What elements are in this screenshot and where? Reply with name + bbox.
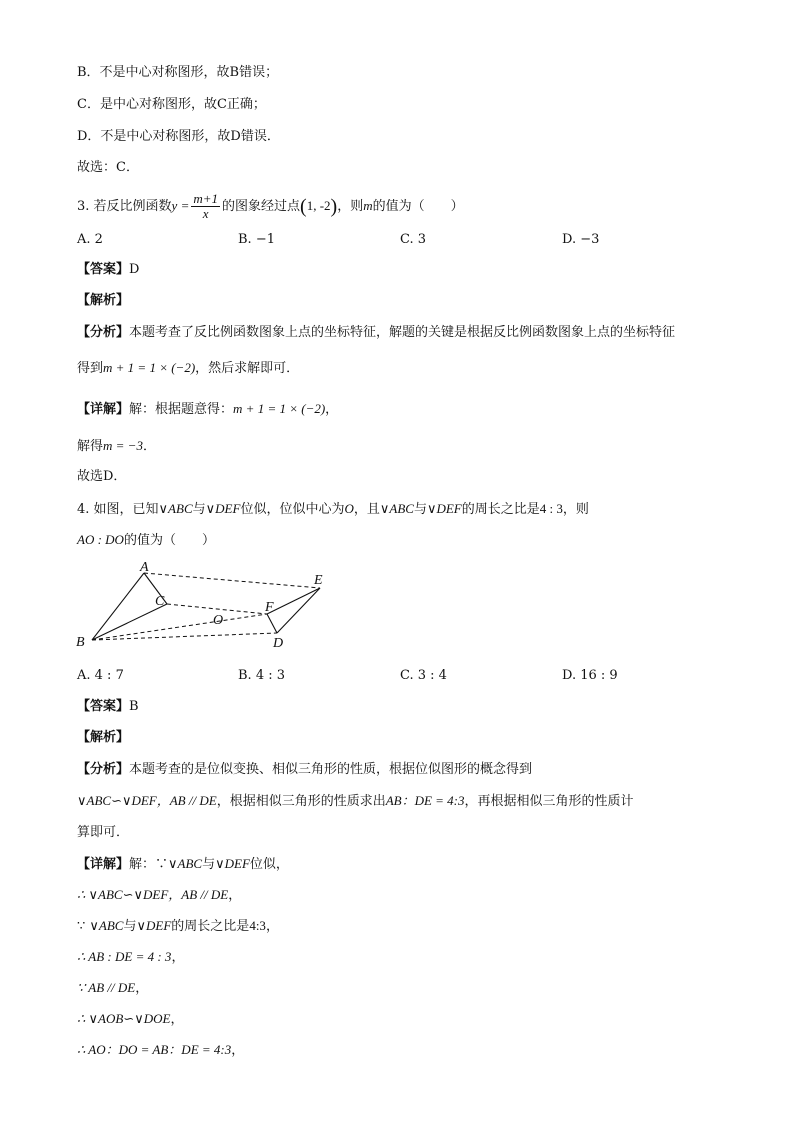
q3-choose: 故选D．: [77, 469, 127, 484]
q4-option-b: B. 4 : 3: [238, 668, 286, 683]
q4-step2-b: ∨ABC: [89, 918, 124, 933]
q3-solve: [77, 437, 156, 456]
q3-fenxi-label: 【分析】: [77, 325, 130, 340]
q3-answer: [77, 261, 139, 279]
fig-label-e: E: [314, 573, 323, 588]
q4-fenxi-text: 本题考查的是位似变换、相似三角形的性质，根据位似图形的概念得到: [129, 762, 533, 777]
fig-seg-ed: [277, 588, 320, 633]
q3-fenxi: [77, 324, 675, 342]
q4-detail-c: 与: [202, 857, 216, 872]
q3-fenxi-eq: m + 1 = 1 × (−2): [103, 360, 196, 375]
q4-detail-b: ∨ABC: [168, 856, 203, 871]
q4-fenxi-line3: 算即可．: [77, 825, 130, 840]
fig-seg-ef: [267, 588, 320, 614]
q4-step5: [77, 1010, 183, 1029]
fig-label-d: D: [273, 636, 284, 651]
q4-fenxi-label: 【分析】: [77, 762, 130, 777]
q3-fenxi-line2-suffix: ，然后求解即可．: [195, 361, 300, 376]
fig-dash-bd: [92, 633, 277, 640]
q3-var-m: m: [363, 198, 373, 213]
q4-yu: 与: [192, 502, 206, 517]
q4-def-2: ∨DEF: [426, 501, 462, 516]
fig-seg-fd: [267, 614, 277, 633]
q4-ratio: 4 : 3: [539, 501, 563, 516]
q4-line2-expr: AO : DO: [77, 532, 124, 547]
q4-step6: [77, 1041, 244, 1060]
q3-stem-then: ，则: [337, 199, 364, 214]
q4-answer: [77, 698, 139, 716]
q4-option-c: C. 3 : 4: [400, 668, 447, 683]
fig-seg-ab: [92, 573, 144, 640]
q4-step1-a: ∴ ∨ABC∽∨DEF，AB // DE: [77, 887, 229, 902]
q4-detail: [77, 855, 289, 874]
q4-fenxi-l2-b: ，根据相似三角形的性质求出: [216, 794, 386, 809]
q4-abc-2: ∨ABC: [379, 501, 414, 516]
q4-fenxi-l2-d: ，再根据相似三角形的性质计: [464, 794, 634, 809]
q4-step2-g: ，: [265, 919, 279, 934]
q4-step5-b: ，: [170, 1012, 184, 1027]
q4-step1: [77, 886, 241, 905]
q4-step3-b: ，: [171, 950, 185, 965]
fig-dash-ae: [144, 573, 320, 588]
q4-detail-a: 解：∵: [129, 857, 169, 872]
q3-paren-left: (: [300, 195, 307, 218]
q4-detail-e: 位似，: [249, 857, 289, 872]
prev-answer-c: C．是中心对称图形，故C正确；: [77, 97, 266, 112]
q4-analysis-label: 【解析】: [77, 730, 130, 745]
q4-detail-label: 【详解】: [77, 857, 130, 872]
q4-answer-value: B: [129, 699, 139, 714]
q4-fenxi-l2-a: ∨ABC∽∨DEF，AB // DE: [77, 793, 217, 808]
q4-option-a: A. 4 : 7: [77, 668, 124, 683]
q3-stem-mid: 的图象经过点: [222, 199, 301, 214]
q3-detail-text: 解：根据题意得：: [129, 402, 234, 417]
q4-step2-c: 与: [123, 919, 137, 934]
q3-option-d: D. −3: [562, 232, 600, 247]
q4-yu-2: 与: [413, 502, 427, 517]
q4-step2-d: ∨DEF: [136, 918, 172, 933]
fig-label-o: O: [213, 613, 224, 628]
q3-detail-comma: ，: [325, 402, 339, 417]
q3-option-c: C. 3: [400, 232, 427, 247]
q4-step1-b: ，: [228, 888, 242, 903]
q4-line1-d: 的周长之比是: [461, 502, 540, 517]
q3-numerator: m+1: [193, 191, 219, 206]
q3-solve-prefix: 解得: [77, 439, 104, 454]
q3-solve-suffix: ．: [142, 439, 156, 454]
q4-option-d: D. 16 : 9: [562, 668, 618, 683]
q3-denominator: x: [202, 206, 209, 221]
q4-line1-b: 位似，位似中心为: [240, 502, 345, 517]
q4-figure: [70, 560, 340, 655]
q4-detail-d: ∨DEF: [215, 856, 250, 871]
q4-step2-a: ∵: [77, 919, 90, 934]
q3-stem-suffix: 的值为（ ）: [372, 199, 464, 214]
q4-step2: [77, 917, 279, 936]
fig-label-f: F: [265, 600, 274, 615]
q4-stem-line1: [77, 500, 589, 519]
q3-fenxi-line2: [77, 359, 299, 378]
q3-detail-label: 【详解】: [77, 402, 130, 417]
fig-label-a: A: [140, 560, 149, 575]
q4-step4: [77, 979, 148, 998]
q3-option-a: A. 2: [77, 232, 103, 247]
q4-center-o: O: [344, 501, 354, 516]
q4-def: ∨DEF: [205, 501, 241, 516]
q3-paren-right: ): [330, 195, 338, 218]
q3-y-eq: y =: [171, 198, 190, 213]
q4-stem-line2: [77, 531, 215, 550]
q3-stem: [77, 192, 464, 221]
q4-step2-e: 的周长之比是: [171, 919, 250, 934]
q3-point: 1, -2: [306, 198, 331, 213]
q4-fenxi: [77, 761, 532, 779]
q3-fenxi-line2-prefix: 得到: [77, 361, 104, 376]
q4-step3: [77, 948, 184, 967]
q4-fenxi-line2: [77, 792, 634, 811]
q3-stem-prefix: 3. 若反比例函数: [77, 199, 172, 214]
q4-step3-a: ∴ AB : DE = 4 : 3: [77, 949, 172, 964]
q3-option-b: B. −1: [238, 232, 275, 247]
prev-answer-b: B．不是中心对称图形，故B错误；: [77, 65, 279, 80]
q4-abc: ∨ABC: [158, 501, 193, 516]
q4-line1-a: 4. 如图，已知: [77, 502, 159, 517]
q4-step6-b: ，: [231, 1043, 245, 1058]
q4-line1-c: ，且: [353, 502, 380, 517]
q3-detail-eq: m + 1 = 1 × (−2): [233, 401, 326, 416]
fig-label-b: B: [76, 635, 85, 650]
q3-answer-value: D: [129, 262, 140, 277]
fig-label-c: C: [155, 594, 165, 609]
q4-step6-a: ∴ AO：DO = AB：DE = 4:3: [77, 1042, 232, 1057]
q4-line1-e: ，则: [562, 502, 589, 517]
q3-detail: [77, 400, 338, 419]
q4-step2-f: 4:3: [249, 918, 266, 933]
q4-step4-a: ∵ AB // DE: [77, 980, 136, 995]
q3-answer-label: 【答案】: [77, 262, 130, 277]
q4-step5-a: ∴ ∨AOB∽∨DOE: [77, 1011, 171, 1026]
prev-choose: 故选：C．: [77, 160, 139, 175]
prev-answer-d: D．不是中心对称图形，故D错误．: [77, 129, 280, 144]
q4-fenxi-l2-c: AB：DE = 4:3: [385, 793, 465, 808]
q3-solve-eq: m = −3: [103, 438, 143, 453]
q3-analysis-label: 【解析】: [77, 293, 130, 308]
q4-line2-suffix: 的值为（ ）: [123, 533, 215, 548]
q4-step4-b: ，: [135, 981, 149, 996]
q3-fraction: [191, 192, 220, 221]
q3-fenxi-text: 本题考查了反比例函数图象上点的坐标特征，解题的关键是根据反比例函数图象上点的坐标特征: [129, 325, 676, 340]
q4-answer-label: 【答案】: [77, 699, 130, 714]
